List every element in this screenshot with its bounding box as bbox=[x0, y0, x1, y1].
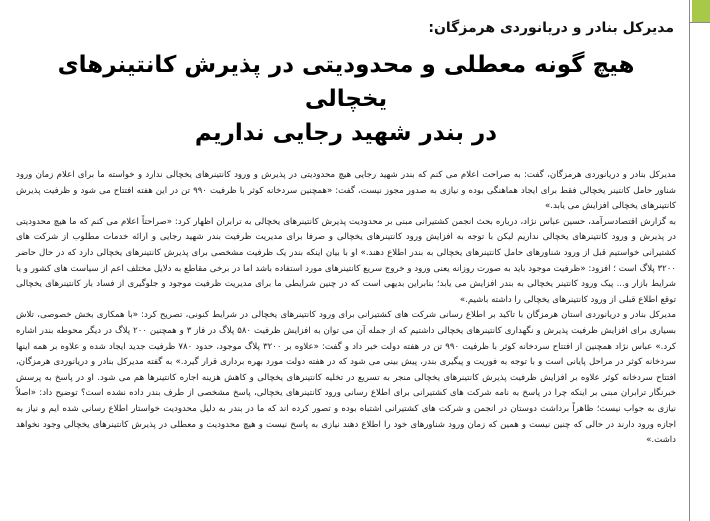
body-paragraph-1: مدیرکل بنادر و دریانوردی هرمزگان، گفت: به صراحت اعلام می کنم که بندر شهید رجایی هیچ محدودیتی در پذیرش و ورود کانتینرهای یخچالی ندارد و خواسته ما برای اعلام زمان ورود شناور حامل کانتینر یخچالی فقط برای ایجاد هماهنگی بوده و نیازی به صدور مجوز نیست، گفت: «همچنین سردخانه کوثر با ظرفیت ۹۹۰ تن در این هفته افتتاح می شود و ظرفیت پذیرش کانتینرهای یخچالی افزایش می یابد.» bbox=[16, 170, 676, 212]
headline-line-1: هیچ گونه معطلی و محدودیتی در پذیرش کانتینرهای یخچالی bbox=[57, 52, 635, 112]
body-paragraph-2: به گزارش اقتصادسرآمد، حسین عباس نژاد، درباره بحث انجمن کشتیرانی مبنی بر محدودیت پذیرش کانتینرهای یخچالی به ترابران اظهار کرد: «صراحتاً اعلام می کنم که ما هیچ محدودیتی در پذیرش و ورود کانتینرهای یخچالی نداریم لیکن با توجه به افزایش ورود کانتینرهای یخچالی و صرفا برای مدیریت ظرفیت بندر شهید رجایی و ارائه خدمات مطلوب از شرکت های کشتیرانی خواستیم قبل از ورود شناورهای حامل کانتینرهای یخچالی به بندر اطلاع دهند.» او با بیان اینکه بندر یک ظرفیت مشخصی برای پذیرش کانتینرهای یخچالی دارد که در حال حاضر ۳۲۰۰ پلاگ است ؛ افزود: «ظرفیت موجود باید به صورت روزانه یعنی ورود و خروج سریع کانتینرهای مورد استفاده باشد اما در برخی مقاطع به دلایل مختلف اعم از سیاست های کشور و یا شرایط بازار و... پیک ورود کانتینر یخچالی به بندر افزایش می یابد؛ بنابراین بدیهی است که در چنین شرایطی ما برای مدیریت ظرفیت موجود و جلوگیری از فساد بار کانتینرهای یخچالی توقع اطلاع قبلی از ورود کانتینرهای یخچالی را داشته باشیم.» bbox=[16, 216, 676, 305]
article-body bbox=[16, 168, 676, 449]
article bbox=[16, 18, 676, 449]
article-supertitle: مدیرکل بنادر و دریانوردی هرمزگان: bbox=[428, 20, 674, 36]
corner-divider bbox=[690, 22, 710, 23]
body-paragraph-3: مدیرکل بنادر و دریانوردی استان هرمزگان با تاکید بر اطلاع رسانی شرکت های کشتیرانی برای ورود کانتینرهای یخچالی در شرایط کنونی، تصریح کرد: «با همکاری بخش خصوصی، تلاش بسیاری برای افزایش ظرفیت پذیرش و نگهداری کانتینرهای یخچالی داشتیم که از جمله آن می توان به افزایش ظرفیت ۵۸۰ پلاگ در فاز ۳ و همچنین ۲۰۰ پلاگ در دیگر محوطه بندر اشاره کرد.» عباس نژاد همچنین از افتتاح سردخانه کوثر با ظرفیت ۹۹۰ تن در هفته دولت خبر داد و گفت: «علاوه بر ۳۲۰۰ پلاگ موجود، حدود ۷۸۰ ظرفیت جدید ایجاد شده و علاوه بر همه اینها سردخانه کوثر در مراحل پایانی است و با توجه به فوریت و پیگیری بندر، پیش بینی می شود که در هفته دولت مورد بهره برداری قرار گیرد.» به گفته مدیرکل بنادر و دریانوردی هرمزگان، افتتاح سردخانه کوثر علاوه بر افزایش ظرفیت پذیرش کانتینرهای یخچالی منجر به تسریع در تخلیه کانتینرهای یخچالی و کاهش هزینه اجاره کانتینرها هم می شود. او در پاسخ به پرسش خبرنگار ترابران مبنی بر اینکه چرا در پاسخ به نامه شرکت های کشتیرانی برای اطلاع رسانی ورود کانتینرهای یخچالی، پاسخ مشخصی از طرف بندر داده نشده است؟ توضیح داد: «اصلاً نیازی به جواب نیست؛ ظاهراً برداشت دوستان در انجمن و شرکت های کشتیرانی اشتباه بوده و تصور کرده اند که ما در بندر به دلیل محدودیت خواستار اطلاع رسانی شده ایم و نیاز به اجازه ورود دارند در حالی که چنین نیست و همین که زمان ورود شناورهای خود را اطلاع دهند نیازی به پاسخ نیست و هیچ محدودیت و معطلی در پذیرش کانتینرهای یخچالی وجود نخواهد داشت.» bbox=[16, 310, 677, 446]
headline-line-2: در بندر شهید رجایی نداریم bbox=[194, 120, 498, 146]
corner-accent-mark bbox=[692, 0, 710, 22]
article-headline bbox=[16, 48, 676, 150]
